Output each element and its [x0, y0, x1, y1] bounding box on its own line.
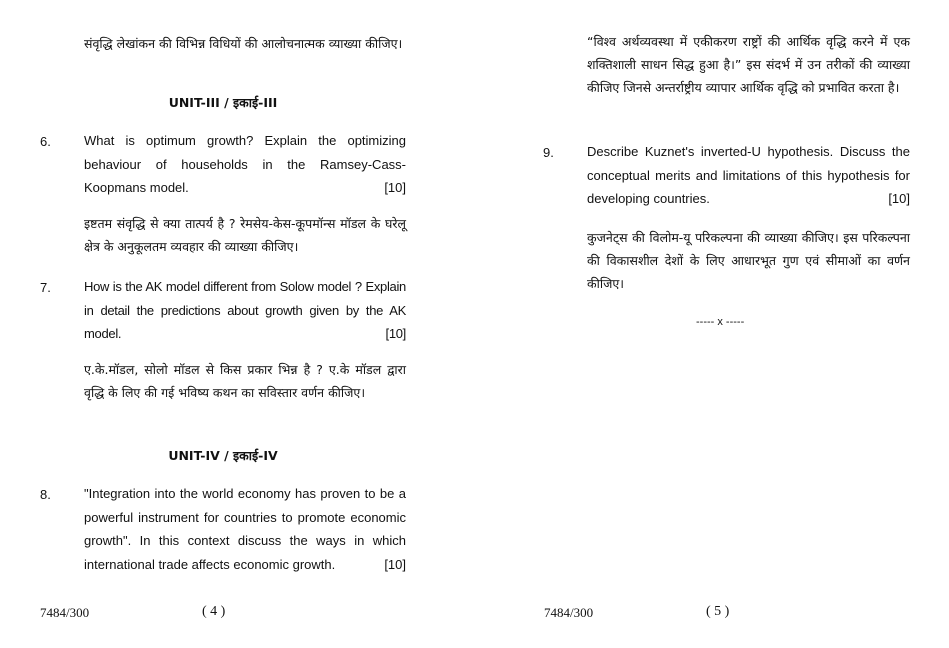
- question-8-marks: [10]: [384, 556, 406, 572]
- question-9-body: Describe Kuznet's inverted-U hypothesis. Discuss the conceptual merits and limitations of this hypothesis for developing countries.: [587, 144, 910, 206]
- question-7-body: How is the AK model different from Solow model ? Explain in detail the predictions about growth given by the AK model.: [84, 279, 406, 341]
- unit-4-heading: UNIT-IV / इकाई-IV: [168, 448, 278, 463]
- question-8-text: [84, 482, 406, 576]
- question-9-number: 9.: [543, 145, 554, 160]
- question-7-text: [84, 275, 406, 346]
- question-9-marks: [10]: [888, 191, 910, 206]
- question-7-hindi: ए.के.मॉडल, सोलो मॉडल से किस प्रकार भिन्न है ? ए.के मॉडल द्वारा वृद्धि के लिए की गई भविष्य कथन का सविस्तार वर्णन कीजिए।: [84, 362, 406, 400]
- left-page: [0, 0, 474, 648]
- question-6-hindi: इष्टतम संवृद्धि से क्या तात्पर्य है ? रेमसेय-केस-कूपमॉन्स मॉडल के घरेलू क्षेत्र के अनुकूलतम व्यवहार की व्याख्या कीजिए।: [84, 216, 406, 254]
- footer-page-number: ( 5 ): [706, 604, 730, 619]
- question-6-marks: [10]: [384, 180, 406, 195]
- question-8-body: "Integration into the world economy has proven to be a powerful instrument for countries to promote economic growth". In this context discuss the ways in which international trade affects economic growth.: [84, 486, 406, 572]
- question-8-number: 8.: [40, 487, 51, 502]
- question-8-hindi: “विश्व अर्थव्यवस्था में एकीकरण राष्ट्रों की आर्थिक वृद्धि करने में एक शक्तिशाली साधन सिद्ध हुआ है।” इस संदर्भ में उन तरीकों की व्याख्या कीजिए जिनसे अन्तर्राष्ट्रीय व्यापार आर्थिक वृद्धि को प्रभावित करता है।: [587, 34, 910, 95]
- right-page: [474, 0, 949, 648]
- question-6-body: What is optimum growth? Explain the optimizing behaviour of households in the Ramsey-Cass-Koopmans model.: [84, 133, 406, 195]
- question-9-text: [587, 140, 910, 211]
- question-7-number: 7.: [40, 280, 51, 295]
- footer-paper-code: 7484/300: [40, 605, 90, 620]
- question-9-hindi: कुजनेट्स की विलोम-यू परिकल्पना की व्याख्या कीजिए। इस परिकल्पना की विकासशील देशों के लिए आधारभूत गुण एवं सीमाओं का वर्णन कीजिए।: [587, 230, 910, 291]
- intro-hindi-text: संवृद्धि लेखांकन की विभिन्न विधियों की आलोचनात्मक व्याख्या कीजिए।: [84, 36, 403, 51]
- unit-3-heading: UNIT-III / इकाई-III: [168, 95, 278, 110]
- footer-page-number: ( 4 ): [202, 604, 226, 619]
- question-6-number: 6.: [40, 134, 51, 149]
- question-6-text: [84, 129, 406, 200]
- footer-paper-code: 7484/300: [544, 605, 594, 620]
- end-of-paper-mark: ----- x -----: [696, 316, 745, 328]
- question-7-marks: [10]: [385, 326, 406, 341]
